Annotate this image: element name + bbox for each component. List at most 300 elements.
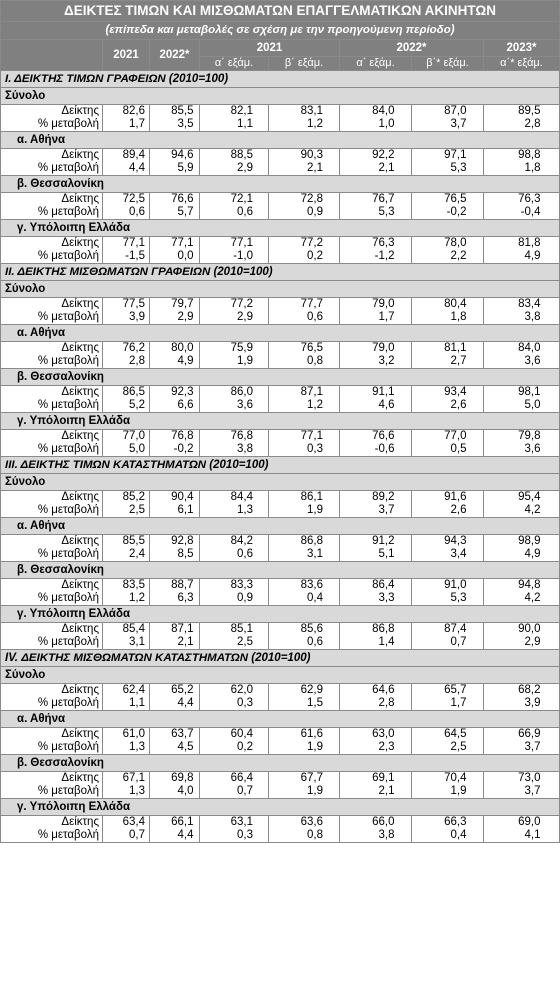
header-year-2021: 2021 [200,40,340,57]
index-value: 85,5 [171,105,194,117]
value-cell [269,430,340,457]
value-cell [200,237,269,264]
index-value: 76,7 [372,193,395,205]
change-value: 4,4 [177,829,194,841]
change-value: 1,8 [450,311,467,323]
index-value: 83,6 [300,579,323,591]
row-labels [1,430,103,457]
change-value: 3,8 [237,443,253,455]
group-title: α. Αθήνα [1,711,560,728]
value-cell [200,386,269,413]
table-row [1,149,560,176]
change-value: 1,3 [237,504,253,516]
index-value: 77,5 [122,298,145,310]
index-value: 68,2 [518,684,541,696]
change-value: 0,5 [450,443,467,455]
change-value: 2,6 [450,399,467,411]
value-cell [269,237,340,264]
change-value: 1,9 [307,504,323,516]
change-label: % μεταβολή [37,548,99,560]
index-value: 77,2 [300,237,323,249]
value-cell [484,149,560,176]
value-cell [200,149,269,176]
header-corner [1,40,103,71]
index-value: 75,9 [230,342,253,354]
change-value: 2,6 [450,504,467,516]
change-value: -0,6 [374,443,395,455]
change-value: 2,8 [524,118,541,130]
table-row [1,623,560,650]
value-cell [103,149,150,176]
row-labels [1,579,103,606]
row-labels [1,684,103,711]
value-cell [412,149,484,176]
change-value: 4,2 [524,592,541,604]
value-cell [412,816,484,843]
index-value: 80,0 [171,342,194,354]
change-value: 4,4 [177,697,194,709]
index-value: 98,1 [518,386,541,398]
index-value: 86,8 [300,535,323,547]
change-value: 0,7 [450,636,467,648]
index-value: 88,5 [230,149,253,161]
row-labels [1,237,103,264]
group-title: α. Αθήνα [1,518,560,535]
change-value: 1,1 [237,118,253,130]
value-cell [103,535,150,562]
value-cell [150,193,200,220]
change-value: -1,0 [233,250,253,262]
index-value: 91,0 [444,579,467,591]
value-cell [269,193,340,220]
table-row [1,684,560,711]
value-cell [340,386,412,413]
index-value: 73,0 [518,772,541,784]
index-value: 85,1 [230,623,253,635]
index-value: 60,4 [230,728,253,740]
change-value: 2,9 [237,162,253,174]
value-cell [340,684,412,711]
change-value: 2,1 [378,162,395,174]
change-value: 1,9 [307,785,323,797]
change-value: 0,3 [307,443,323,455]
row-labels [1,491,103,518]
value-cell [484,579,560,606]
index-value: 89,5 [518,105,541,117]
value-cell [103,237,150,264]
change-value: 2,9 [177,311,194,323]
index-label: Δείκτης [61,105,99,117]
value-cell [340,237,412,264]
index-value: 86,5 [122,386,145,398]
index-value: 92,2 [372,149,395,161]
index-label: Δείκτης [61,298,99,310]
change-value: 4,9 [177,355,194,367]
value-cell [412,623,484,650]
value-cell [150,149,200,176]
index-label: Δείκτης [61,430,99,442]
value-cell [269,149,340,176]
change-value: 5,1 [378,548,395,560]
value-cell [412,728,484,755]
index-value: 76,6 [171,193,194,205]
change-label: % μεταβολή [37,311,99,323]
value-cell [150,535,200,562]
group-title: Σύνολο [1,667,560,684]
index-value: 84,0 [518,342,541,354]
value-cell [340,430,412,457]
change-value: 5,3 [450,162,467,174]
value-cell [412,684,484,711]
index-value: 89,4 [122,149,145,161]
table-row [1,772,560,799]
section-title: IV. ΔΕΙΚΤΗΣ ΜΙΣΘΩΜΑΤΩΝ ΚΑΤΑΣΤΗΜΑΤΩΝ (2010=100) [1,650,560,667]
row-labels [1,816,103,843]
index-value: 76,5 [444,193,467,205]
change-value: 3,6 [524,443,541,455]
index-label: Δείκτης [61,623,99,635]
group-title: γ. Υπόλοιπη Ελλάδα [1,413,560,430]
value-cell [103,579,150,606]
group-title: α. Αθήνα [1,325,560,342]
change-value: 5,0 [129,443,145,455]
group-title: β. Θεσσαλονίκη [1,562,560,579]
change-value: 3,2 [378,355,395,367]
change-label: % μεταβολή [37,636,99,648]
index-value: 76,8 [230,430,253,442]
value-cell [200,105,269,132]
change-value: 0,7 [237,785,253,797]
index-label: Δείκτης [61,579,99,591]
value-cell [340,772,412,799]
value-cell [103,105,150,132]
index-value: 95,4 [518,491,541,503]
index-value: 63,6 [300,816,323,828]
change-value: 6,3 [177,592,194,604]
change-value: 0,2 [237,741,253,753]
change-value: 6,6 [177,399,194,411]
change-value: 0,4 [450,829,467,841]
change-value: 4,9 [524,548,541,560]
change-value: 0,6 [307,311,323,323]
value-cell [412,430,484,457]
change-value: 3,3 [378,592,395,604]
index-value: 63,0 [372,728,395,740]
change-value: 1,2 [307,399,323,411]
change-value: 4,5 [177,741,194,753]
value-cell [200,193,269,220]
change-value: 4,6 [378,399,395,411]
table-row [1,579,560,606]
change-value: 0,8 [307,355,323,367]
group-title: γ. Υπόλοιπη Ελλάδα [1,606,560,623]
value-cell [200,298,269,325]
header-half: α΄ εξάμ. [340,57,412,71]
change-value: 3,8 [524,311,541,323]
change-value: 1,9 [450,785,467,797]
change-value: 3,7 [450,118,467,130]
value-cell [200,342,269,369]
change-value: 2,2 [450,250,467,262]
index-value: 77,2 [230,298,253,310]
change-label: % μεταβολή [37,355,99,367]
value-cell [150,623,200,650]
value-cell [340,579,412,606]
change-value: -0,2 [446,206,467,218]
change-value: -1,2 [374,250,395,262]
change-value: 3,8 [378,829,395,841]
change-value: 0,6 [237,206,253,218]
change-value: 0,3 [237,829,253,841]
index-value: 76,8 [171,430,194,442]
change-value: 2,9 [524,636,541,648]
change-value: 3,9 [524,697,541,709]
value-cell [200,772,269,799]
change-value: 5,3 [450,592,467,604]
index-value: 81,1 [444,342,467,354]
change-value: 1,2 [129,592,145,604]
value-cell [200,579,269,606]
index-value: 83,3 [230,579,253,591]
header-annual-2022: 2022* [150,40,200,71]
change-value: 3,9 [129,311,145,323]
index-value: 91,6 [444,491,467,503]
index-value: 94,6 [171,149,194,161]
value-cell [484,298,560,325]
index-value: 63,1 [230,816,253,828]
index-value: 77,0 [444,430,467,442]
value-cell [103,772,150,799]
index-value: 77,0 [122,430,145,442]
table-row [1,728,560,755]
value-cell [200,623,269,650]
index-label: Δείκτης [61,772,99,784]
index-value: 90,4 [171,491,194,503]
table-row [1,535,560,562]
change-value: 3,4 [450,548,467,560]
index-value: 87,1 [300,386,323,398]
value-cell [200,535,269,562]
group-title: β. Θεσσαλονίκη [1,755,560,772]
index-value: 83,1 [300,105,323,117]
value-cell [412,491,484,518]
index-value: 76,3 [372,237,395,249]
index-value: 77,1 [171,237,194,249]
index-value: 93,4 [444,386,467,398]
change-value: 0,9 [307,206,323,218]
value-cell [269,623,340,650]
index-value: 85,5 [122,535,145,547]
index-value: 80,4 [444,298,467,310]
index-label: Δείκτης [61,149,99,161]
value-cell [103,342,150,369]
change-value: 1,9 [237,355,253,367]
value-cell [340,149,412,176]
change-value: 1,9 [307,741,323,753]
index-value: 76,5 [300,342,323,354]
change-value: 4,2 [524,504,541,516]
change-value: 2,8 [129,355,145,367]
value-cell [150,728,200,755]
change-value: 4,1 [524,829,541,841]
index-value: 66,9 [518,728,541,740]
change-value: 5,3 [378,206,395,218]
index-value: 84,2 [230,535,253,547]
change-value: 1,4 [378,636,395,648]
value-cell [103,728,150,755]
change-value: 1,5 [307,697,323,709]
value-cell [340,535,412,562]
index-value: 76,3 [518,193,541,205]
value-cell [484,684,560,711]
value-cell [484,342,560,369]
value-cell [484,772,560,799]
index-value: 70,4 [444,772,467,784]
value-cell [150,772,200,799]
value-cell [150,298,200,325]
value-cell [484,386,560,413]
value-cell [269,728,340,755]
change-value: 0,4 [307,592,323,604]
value-cell [103,816,150,843]
change-value: 1,1 [129,697,145,709]
change-value: 2,8 [378,697,395,709]
change-label: % μεταβολή [37,399,99,411]
index-value: 79,8 [518,430,541,442]
change-value: 2,7 [450,355,467,367]
value-cell [412,298,484,325]
group-title: β. Θεσσαλονίκη [1,369,560,386]
index-label: Δείκτης [61,386,99,398]
table-row [1,298,560,325]
change-value: 3,1 [307,548,323,560]
value-cell [484,491,560,518]
header-annual-2021: 2021 [103,40,150,71]
change-label: % μεταβολή [37,741,99,753]
index-value: 69,0 [518,816,541,828]
index-value: 69,8 [171,772,194,784]
index-value: 62,9 [300,684,323,696]
value-cell [200,684,269,711]
value-cell [150,684,200,711]
value-cell [269,535,340,562]
index-value: 72,5 [122,193,145,205]
index-value: 77,1 [230,237,253,249]
value-cell [200,728,269,755]
change-value: 3,5 [177,118,194,130]
index-value: 63,7 [171,728,194,740]
index-value: 76,2 [122,342,145,354]
index-label: Δείκτης [61,193,99,205]
index-value: 72,8 [300,193,323,205]
value-cell [340,298,412,325]
table-row [1,193,560,220]
group-title: Σύνολο [1,281,560,298]
value-cell [103,430,150,457]
index-value: 76,6 [372,430,395,442]
value-cell [269,491,340,518]
value-cell [269,298,340,325]
index-value: 87,0 [444,105,467,117]
change-value: 1,2 [307,118,323,130]
change-value: 0,3 [237,697,253,709]
change-label: % μεταβολή [37,697,99,709]
change-label: % μεταβολή [37,118,99,130]
value-cell [269,386,340,413]
change-value: 2,5 [129,504,145,516]
change-value: 3,6 [524,355,541,367]
change-value: 3,7 [378,504,395,516]
index-value: 86,0 [230,386,253,398]
value-cell [412,193,484,220]
row-labels [1,623,103,650]
value-cell [484,728,560,755]
index-value: 64,5 [444,728,467,740]
index-label: Δείκτης [61,728,99,740]
change-label: % μεταβολή [37,504,99,516]
index-value: 62,4 [122,684,145,696]
index-value: 82,1 [230,105,253,117]
value-cell [340,728,412,755]
value-cell [412,579,484,606]
index-value: 63,4 [122,816,145,828]
index-value: 66,1 [171,816,194,828]
value-cell [200,491,269,518]
index-value: 65,7 [444,684,467,696]
change-value: 2,9 [237,311,253,323]
index-label: Δείκτης [61,342,99,354]
change-value: 5,0 [524,399,541,411]
value-cell [150,430,200,457]
index-value: 83,4 [518,298,541,310]
row-labels [1,535,103,562]
index-value: 67,7 [300,772,323,784]
index-value: 87,1 [171,623,194,635]
value-cell [340,105,412,132]
value-cell [484,430,560,457]
change-value: 2,1 [177,636,194,648]
header-half: β΄* εξάμ. [412,57,484,71]
change-value: 3,7 [524,741,541,753]
index-value: 86,4 [372,579,395,591]
change-value: -0,4 [520,206,541,218]
change-value: 5,7 [177,206,194,218]
value-cell [150,491,200,518]
value-cell [200,816,269,843]
index-value: 87,4 [444,623,467,635]
index-value: 91,2 [372,535,395,547]
table-title: ΔΕΙΚΤΕΣ ΤΙΜΩΝ ΚΑΙ ΜΙΣΘΩΜΑΤΩΝ ΕΠΑΓΓΕΛΜΑΤΙΚΩΝ ΑΚΙΝΗΤΩΝ [1,1,560,22]
change-value: 5,9 [177,162,194,174]
value-cell [484,623,560,650]
row-labels [1,386,103,413]
header-year-2023: 2023* [484,40,560,57]
change-value: 1,7 [129,118,145,130]
header-half: β΄ εξάμ. [269,57,340,71]
index-value: 79,7 [171,298,194,310]
change-value: 1,3 [129,785,145,797]
change-value: 2,1 [378,785,395,797]
value-cell [200,430,269,457]
index-value: 81,8 [518,237,541,249]
change-label: % μεταβολή [37,250,99,262]
value-cell [103,193,150,220]
row-labels [1,298,103,325]
index-value: 90,0 [518,623,541,635]
index-value: 98,9 [518,535,541,547]
section-title: ΙΙΙ. ΔΕΙΚΤΗΣ ΤΙΜΩΝ ΚΑΤΑΣΤΗΜΑΤΩΝ (2010=100) [1,457,560,474]
change-value: 4,9 [524,250,541,262]
